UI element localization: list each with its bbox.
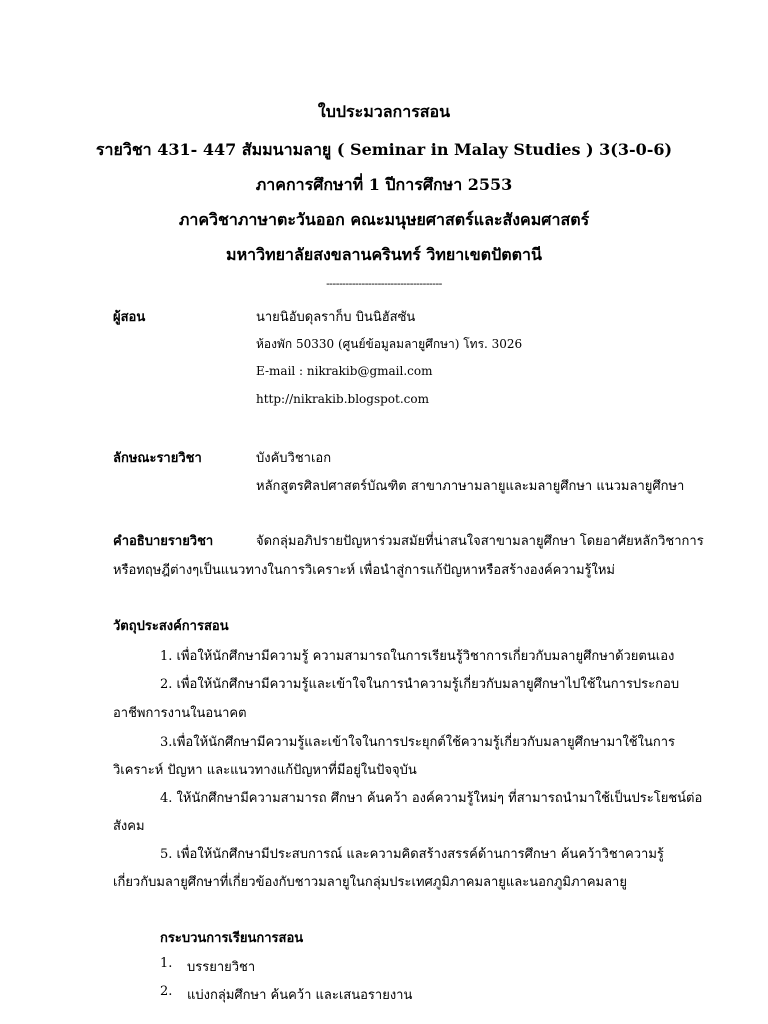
course-type-value: บังคับวิชาเอก	[256, 451, 332, 466]
instructor-label: ผู้สอน	[113, 310, 146, 325]
objective-line: สังคม	[113, 819, 145, 834]
instructor-name: นายนิอับดุลราก็บ บินนิฮัสซัน	[256, 310, 416, 325]
document-title: ใบประมวลการสอน	[317, 102, 451, 121]
teaching-item-number: 2.	[160, 984, 173, 999]
instructor-website: http://nikrakib.blogspot.com	[256, 392, 429, 406]
objectives-label: วัตถุประสงค์การสอน	[113, 619, 229, 634]
objective-line: 2. เพื่อให้นักศึกษามีความรู้และเข้าใจในการนำความรู้เกี่ยวกับมลายูศึกษาไปใช้ในการประกอบ	[160, 677, 680, 692]
description-label: คำอธิบายรายวิชา	[113, 534, 214, 549]
teaching-item-text: แบ่งกลุ่มศึกษา ค้นคว้า และเสนอรายงาน	[187, 988, 413, 1003]
objective-line: 1. เพื่อให้นักศึกษามีความรู้ ความสามารถในการเรียนรู้วิชาการเกี่ยวกับมลายูศึกษาด้วยตนเอง	[160, 649, 675, 664]
description-line-2: หรือทฤษฎีต่างๆเป็นแนวทางในการวิเคราะห์ เพื่อนำสู่การแก้ปัญหาหรือสร้างองค์ความรู้ใหม่	[113, 563, 615, 578]
objective-line: เกี่ยวกับมลายูศึกษาที่เกี่ยวข้องกับชาวมลายูในกลุ่มประเทศภูมิภาคมลายูและนอกภูมิภาคมลายู	[113, 875, 627, 890]
description-line-1: จัดกลุ่มอภิปรายปัญหาร่วมสมัยที่น่าสนใจสาขามลายูศึกษา โดยอาศัยหลักวิชาการ	[256, 534, 704, 549]
instructor-room: ห้องพัก 50330 (ศูนย์ข้อมูลมลายูศึกษา) โทร. 3026	[256, 337, 523, 351]
instructor-email: E-mail : nikrakib@gmail.com	[256, 364, 433, 378]
course-type-label: ลักษณะรายวิชา	[113, 451, 202, 466]
header-divider: ------------------------------------	[326, 277, 442, 290]
objective-line: 3.เพื่อให้นักศึกษามีความรู้และเข้าใจในการประยุกต์ใช้ความรู้เกี่ยวกับมลายูศึกษามาใช้ในการ	[160, 735, 676, 750]
department-line: ภาควิชาภาษาตะวันออก คณะมนุษยศาสตร์และสังคมศาสตร์	[178, 210, 590, 229]
teaching-item-number: 1.	[160, 956, 173, 971]
teaching-item-text: บรรยายวิชา	[187, 960, 256, 975]
program-name: หลักสูตรศิลปศาสตร์บัณฑิต สาขาภาษามลายูและมลายูศึกษา แนวมลายูศึกษา	[256, 479, 685, 494]
objective-line: 4. ให้นักศึกษามีความสามารถ ศึกษา ค้นคว้า องค์ความรู้ใหม่ๆ ที่สามารถนำมาใช้เป็นประโยชน์ต่อ	[160, 791, 703, 806]
term-line: ภาคการศึกษาที่ 1 ปีการศึกษา 2553	[255, 175, 513, 194]
objective-line: อาชีพการงานในอนาคต	[113, 706, 247, 721]
teaching-process-label: กระบวนการเรียนการสอน	[160, 931, 304, 946]
objective-line: วิเคราะห์ ปัญหา และแนวทางแก้ปัญหาที่มีอยู่ในปัจจุบัน	[113, 763, 417, 778]
course-title: รายวิชา 431- 447 สัมมนามลายู ( Seminar in Malay Studies ) 3(3-0-6)	[95, 140, 673, 159]
objective-line: 5. เพื่อให้นักศึกษามีประสบการณ์ และความคิดสร้างสรรค์ด้านการศึกษา ค้นคว้าวิชาความรู้	[160, 847, 664, 862]
university-line: มหาวิทยาลัยสงขลานครินทร์ วิทยาเขตปัตตานี	[226, 245, 542, 264]
